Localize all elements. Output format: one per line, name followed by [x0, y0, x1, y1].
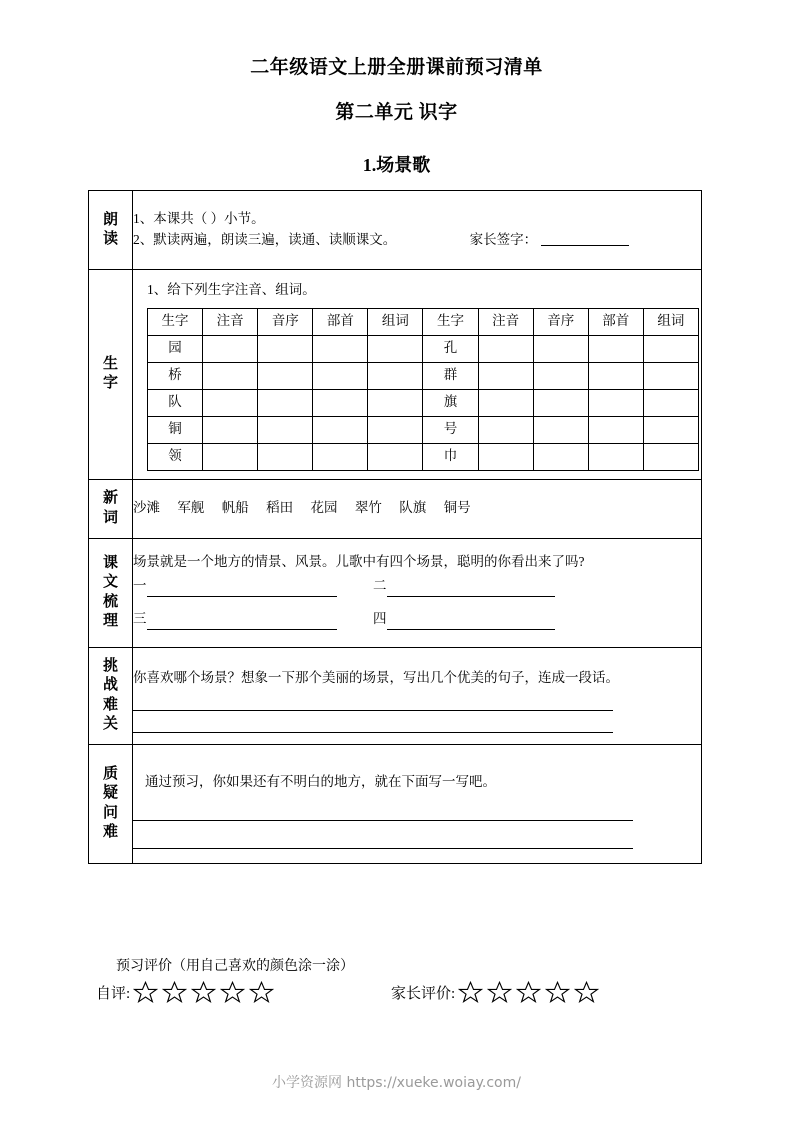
char-col-header: 注音	[478, 308, 533, 335]
table-row	[148, 389, 699, 416]
reading-task-2-wrap	[133, 230, 701, 251]
char-col-header: 注音	[203, 308, 258, 335]
unit-title: 第二单元 识字	[335, 102, 458, 123]
table-row-questions	[89, 744, 702, 863]
scene-answer-rule-2[interactable]	[387, 584, 555, 597]
character-cell: 园	[148, 335, 203, 362]
star-outline-icon[interactable]	[574, 980, 599, 1005]
questions-answer-line-1[interactable]	[133, 799, 633, 821]
row-label-text-outline	[89, 538, 133, 647]
pinyin-input-cell[interactable]	[478, 389, 533, 416]
initial-input-cell[interactable]	[533, 335, 588, 362]
row-label-challenge	[89, 647, 133, 744]
initial-input-cell[interactable]	[533, 389, 588, 416]
char-col-header: 组词	[643, 308, 698, 335]
initial-input-cell[interactable]	[258, 389, 313, 416]
self-evaluation-stars[interactable]	[133, 980, 278, 1005]
new-word-item: 翠竹	[354, 500, 382, 516]
new-word-item: 花园	[310, 500, 338, 516]
row-label-characters-char-1: 生	[102, 355, 118, 372]
word-input-cell[interactable]	[368, 443, 423, 470]
table-row	[148, 443, 699, 470]
reading-task-1: 1、本课共（ ）小节。	[133, 211, 265, 227]
row-label-characters-char-2: 字	[102, 375, 118, 392]
initial-input-cell[interactable]	[533, 416, 588, 443]
row-label-challenge-char-2: 战	[102, 677, 118, 694]
scene-number-3: 三	[133, 610, 147, 626]
row-label-questions-char-3: 问	[102, 804, 118, 821]
row-label-challenge-char-1: 挑	[102, 657, 118, 674]
new-word-item: 军舰	[177, 500, 205, 516]
row-body-challenge	[133, 647, 702, 744]
scene-answer-rule-3[interactable]	[147, 617, 337, 630]
text-outline-intro: 场景就是一个地方的情景、风景。儿歌中有四个场景，聪明的你看出来了吗?	[133, 554, 585, 570]
parent-evaluation-label: 家长评价:	[391, 986, 456, 1002]
self-evaluation-label: 自评:	[96, 986, 131, 1002]
word-input-cell[interactable]	[368, 416, 423, 443]
radical-input-cell[interactable]	[588, 362, 643, 389]
document-title: 二年级语文上册全册课前预习清单	[250, 57, 543, 78]
radical-input-cell[interactable]	[313, 443, 368, 470]
preview-checklist-table	[88, 190, 702, 864]
evaluation-title: 预习评价（用自己喜欢的颜色涂一涂）	[116, 959, 354, 974]
character-cell: 铜	[148, 416, 203, 443]
scene-number-4: 四	[373, 610, 387, 626]
row-label-challenge-char-4: 关	[102, 716, 118, 733]
table-row-challenge	[89, 647, 702, 744]
character-cell: 旗	[423, 389, 478, 416]
scene-answer-row	[133, 576, 701, 597]
row-body-text-outline	[133, 538, 702, 647]
word-input-cell[interactable]	[368, 389, 423, 416]
char-col-header: 组词	[368, 308, 423, 335]
char-col-header: 生字	[423, 308, 478, 335]
table-row-new-words	[89, 479, 702, 538]
row-label-questions	[89, 744, 133, 863]
new-word-item: 沙滩	[133, 500, 160, 516]
row-label-text-outline-char-2: 文	[102, 574, 118, 591]
questions-prompt: 通过预习，你如果还有不明白的地方，就在下面写一写吧。	[145, 774, 496, 790]
character-table-header-row	[148, 308, 699, 335]
radical-input-cell[interactable]	[313, 389, 368, 416]
char-col-header: 生字	[148, 308, 203, 335]
parent-evaluation-stars[interactable]	[458, 980, 603, 1005]
radical-input-cell[interactable]	[313, 416, 368, 443]
challenge-prompt: 你喜欢哪个场景？想象一下那个美丽的场景，写出几个优美的句子，连成一段话。	[133, 670, 619, 686]
row-label-text-outline-char-3: 梳	[102, 593, 118, 610]
star-outline-icon[interactable]	[516, 980, 541, 1005]
self-evaluation-group	[96, 980, 278, 1005]
table-row	[148, 416, 699, 443]
new-word-item: 稻田	[266, 500, 294, 516]
row-label-new-words-char-2: 词	[102, 509, 118, 526]
table-row-text-outline	[89, 538, 702, 647]
star-outline-icon[interactable]	[545, 980, 570, 1005]
table-row	[148, 335, 699, 362]
initial-input-cell[interactable]	[533, 362, 588, 389]
word-input-cell[interactable]	[368, 362, 423, 389]
row-label-new-words	[89, 479, 133, 538]
new-word-item: 队旗	[399, 500, 427, 516]
row-label-text-outline-char-1: 课	[102, 554, 118, 571]
word-input-cell[interactable]	[643, 362, 698, 389]
row-body-characters	[133, 270, 702, 480]
row-body-questions	[133, 744, 702, 863]
char-col-header: 部首	[313, 308, 368, 335]
parent-signature-field[interactable]	[470, 230, 630, 251]
lesson-title: 1.场景歌	[362, 155, 431, 175]
row-label-reading-char-2: 读	[102, 231, 118, 247]
pinyin-input-cell[interactable]	[203, 389, 258, 416]
character-cell: 领	[148, 443, 203, 470]
new-word-item: 铜号	[443, 500, 471, 516]
questions-answer-line-2[interactable]	[133, 827, 633, 849]
row-label-questions-char-2: 疑	[102, 785, 118, 802]
char-col-header: 部首	[588, 308, 643, 335]
character-cell: 队	[148, 389, 203, 416]
word-input-cell[interactable]	[368, 335, 423, 362]
character-cell: 巾	[423, 443, 478, 470]
initial-input-cell[interactable]	[258, 443, 313, 470]
table-row-characters	[89, 270, 702, 480]
radical-input-cell[interactable]	[313, 362, 368, 389]
challenge-answer-line-1[interactable]	[133, 689, 613, 711]
word-input-cell[interactable]	[643, 335, 698, 362]
pinyin-input-cell[interactable]	[203, 335, 258, 362]
character-cell: 孔	[423, 335, 478, 362]
character-cell: 桥	[148, 362, 203, 389]
table-row-reading	[89, 191, 702, 270]
initial-input-cell[interactable]	[258, 416, 313, 443]
row-label-new-words-char-1: 新	[102, 490, 118, 507]
pinyin-input-cell[interactable]	[478, 416, 533, 443]
scene-answer-rule-1[interactable]	[147, 584, 337, 597]
row-body-reading	[133, 191, 702, 270]
initial-input-cell[interactable]	[258, 335, 313, 362]
word-input-cell[interactable]	[643, 416, 698, 443]
site-watermark: 小学资源网 https://xueke.woiay.com/	[272, 1075, 521, 1091]
scene-answer-row	[133, 609, 701, 630]
scene-number-2: 二	[373, 577, 387, 593]
star-outline-icon[interactable]	[487, 980, 512, 1005]
parent-signature-rule[interactable]	[541, 232, 629, 246]
star-outline-icon[interactable]	[133, 980, 158, 1005]
initial-input-cell[interactable]	[533, 443, 588, 470]
row-label-challenge-char-3: 难	[102, 696, 118, 713]
word-input-cell[interactable]	[643, 443, 698, 470]
characters-prompt: 1、给下列生字注音、组词。	[147, 282, 316, 297]
initial-input-cell[interactable]	[258, 362, 313, 389]
row-label-reading	[89, 191, 133, 270]
scene-answer-rule-4[interactable]	[387, 617, 555, 630]
radical-input-cell[interactable]	[588, 416, 643, 443]
row-label-characters	[89, 270, 133, 480]
parent-evaluation-group	[391, 980, 603, 1005]
scene-answer-1[interactable]	[133, 576, 373, 597]
radical-input-cell[interactable]	[588, 389, 643, 416]
character-cell: 群	[423, 362, 478, 389]
scene-answer-3[interactable]	[133, 609, 373, 630]
star-outline-icon[interactable]	[162, 980, 187, 1005]
row-label-text-outline-char-4: 理	[102, 613, 118, 630]
radical-input-cell[interactable]	[588, 443, 643, 470]
scene-answer-2[interactable]	[373, 576, 555, 597]
table-row	[148, 362, 699, 389]
scene-answer-4[interactable]	[373, 609, 555, 630]
star-outline-icon[interactable]	[220, 980, 245, 1005]
char-col-header: 音序	[533, 308, 588, 335]
pinyin-input-cell[interactable]	[203, 416, 258, 443]
pinyin-input-cell[interactable]	[478, 443, 533, 470]
reading-task-2: 2、默读两遍，朗读三遍，读通、读顺课文。	[133, 232, 397, 247]
new-word-item: 帆船	[221, 500, 249, 516]
pinyin-input-cell[interactable]	[478, 362, 533, 389]
scene-number-1: 一	[133, 577, 147, 593]
pinyin-input-cell[interactable]	[478, 335, 533, 362]
pinyin-input-cell[interactable]	[203, 362, 258, 389]
star-outline-icon[interactable]	[458, 980, 483, 1005]
row-label-questions-char-4: 难	[102, 824, 118, 841]
star-outline-icon[interactable]	[191, 980, 216, 1005]
evaluation-row	[96, 980, 706, 1010]
row-body-new-words	[133, 479, 702, 538]
row-label-questions-char-1: 质	[102, 765, 118, 782]
star-outline-icon[interactable]	[249, 980, 274, 1005]
character-cell: 号	[423, 416, 478, 443]
word-input-cell[interactable]	[643, 389, 698, 416]
pinyin-input-cell[interactable]	[203, 443, 258, 470]
character-practice-table	[147, 308, 699, 471]
challenge-answer-line-2[interactable]	[133, 711, 613, 733]
radical-input-cell[interactable]	[588, 335, 643, 362]
char-col-header: 音序	[258, 308, 313, 335]
new-words-list	[133, 498, 701, 519]
scene-answer-grid	[133, 576, 701, 630]
parent-signature-label: 家长签字：	[469, 232, 538, 247]
radical-input-cell[interactable]	[313, 335, 368, 362]
row-label-reading-char-1: 朗	[102, 211, 118, 228]
